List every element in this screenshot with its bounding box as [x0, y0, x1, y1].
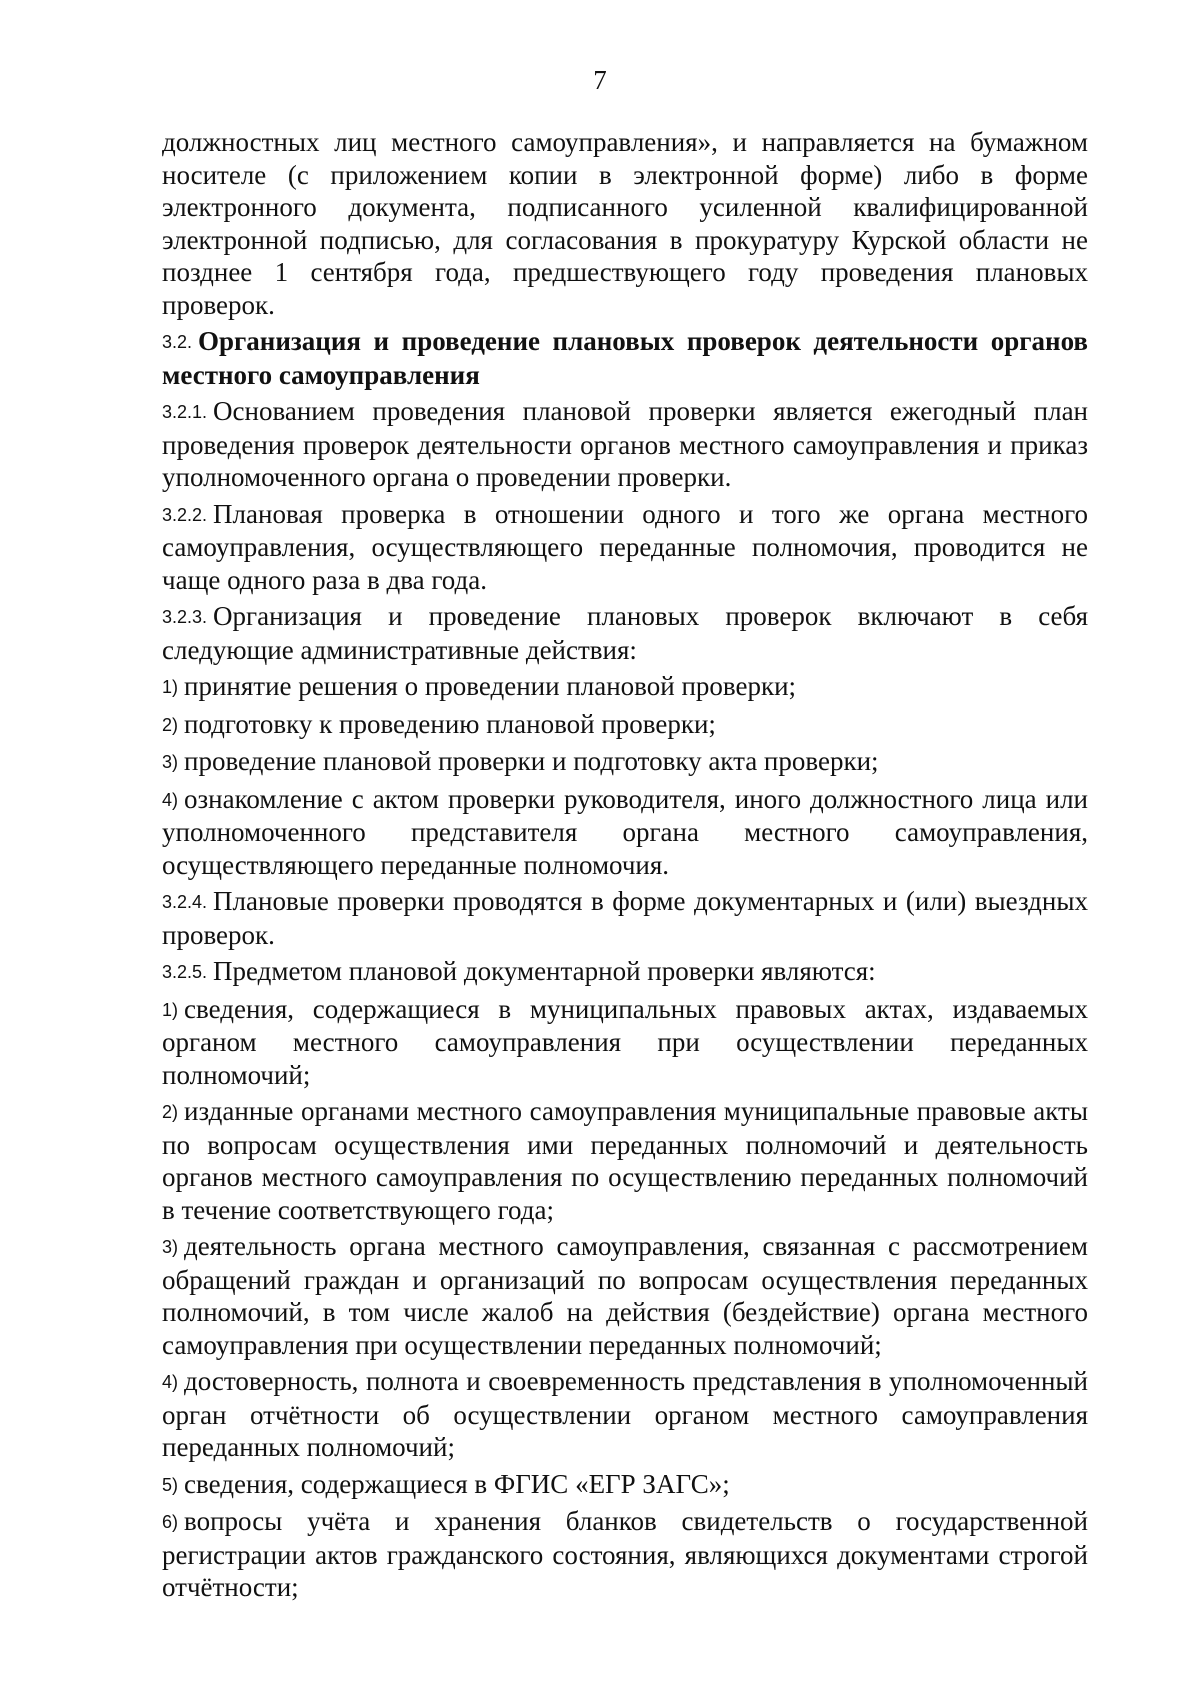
list-item-text: сведения, содержащиеся в ФГИС «ЕГР ЗАГС»;: [184, 1468, 730, 1499]
paragraph-text: должностных лиц местного самоуправления», и направляется на бумажном носителе (с приложением копии в электронной форме) либо в форме электронного документа, подписанного усиленной квалифицированной электронной подписью, для согласования в прокуратуру Курской области не позднее 1 сентября года, предшествующего году проведения плановых проверок.: [162, 127, 1088, 320]
page-number: 7: [593, 65, 607, 95]
list-item-number: 1): [162, 999, 179, 1020]
list-item: [162, 1365, 1088, 1464]
section-number: 3.2.: [162, 332, 193, 352]
list-item: [162, 1095, 1088, 1226]
list-item-text: сведения, содержащиеся в муниципальных правовых актах, издаваемых органом местного самоуправления при осуществлении переданных полномочий;: [162, 993, 1088, 1090]
list-item-number: 2): [162, 714, 179, 735]
list-item: [162, 783, 1088, 882]
clause-number: 3.2.3.: [162, 607, 208, 627]
list-item-number: 2): [162, 1102, 179, 1122]
clause-number: 3.2.5.: [162, 962, 208, 982]
list-item: [162, 1505, 1088, 1604]
clause-3-2-1: [162, 395, 1088, 494]
clause-3-2-4: [162, 885, 1088, 951]
clause-3-2-2: [162, 498, 1088, 597]
list-item: [162, 1468, 1088, 1502]
list-item-text: вопросы учёта и хранения бланков свидетельств о государственной регистрации актов гражданского состояния, являющихся документами строгой отчётности;: [162, 1506, 1088, 1602]
section-heading-text: Организация и проведение плановых проверок деятельности органов местного самоуправления: [162, 326, 1088, 390]
list-item: [162, 670, 1088, 704]
list-item-number: 4): [162, 1372, 179, 1392]
list-item-text: изданные органами местного самоуправления муниципальные правовые акты по вопросам осуществления ими переданных полномочий и деятельность органов местного самоуправления по осуществлению переданных полномочий в течение соответствующего года;: [162, 1096, 1088, 1225]
list-item-number: 4): [162, 789, 179, 810]
list-item: [162, 1230, 1088, 1361]
clause-text: Основанием проведения плановой проверки является ежегодный план проведения проверок деятельности органов местного самоуправления и приказ уполномоченного органа о проведении проверки.: [162, 396, 1088, 492]
clause-number: 3.2.4.: [162, 892, 208, 912]
clause-text: Плановые проверки проводятся в форме документарных и (или) выездных проверок.: [162, 886, 1088, 950]
list-item-number: 1): [162, 677, 179, 697]
clause-3-2-3: [162, 600, 1088, 666]
list-item: [162, 993, 1088, 1092]
list-item-text: принятие решения о проведении плановой проверки;: [184, 671, 797, 701]
list-item: [162, 745, 1088, 779]
clause-3-2-5: [162, 955, 1088, 989]
clause-text: Организация и проведение плановых проверок включают в себя следующие административные действия:: [162, 601, 1088, 665]
clause-number: 3.2.2.: [162, 504, 208, 525]
list-item-number: 3): [162, 1237, 179, 1257]
list-item-text: достоверность, полнота и своевременность представления в уполномоченный орган отчётности об осуществлении органом местного самоуправления переданных полномочий;: [162, 1366, 1088, 1462]
list-item-text: подготовку к проведению плановой проверки;: [184, 708, 716, 739]
list-item-number: 6): [162, 1512, 179, 1532]
clause-number: 3.2.1.: [162, 402, 208, 422]
list-item-number: 5): [162, 1474, 179, 1495]
section-heading-3-2: [162, 325, 1088, 391]
paragraph-continuation: [162, 126, 1088, 321]
document-body: [162, 126, 1088, 1608]
list-item-text: деятельность органа местного самоуправления, связанная с рассмотрением обращений граждан и организаций по вопросам осуществления переданных полномочий, в том числе жалоб на действия (бездействие) органа местного самоуправления при осуществлении переданных полномочий;: [162, 1231, 1088, 1360]
list-item-text: проведение плановой проверки и подготовку акта проверки;: [184, 746, 879, 776]
list-item-number: 3): [162, 752, 179, 772]
list-item: [162, 708, 1088, 742]
clause-text: Плановая проверка в отношении одного и того же органа местного самоуправления, осуществляющего переданные полномочия, проводится не чаще одного раза в два года.: [162, 498, 1088, 595]
clause-text: Предметом плановой документарной проверки являются:: [213, 956, 876, 986]
list-item-text: ознакомление с актом проверки руководителя, иного должностного лица или уполномоченного представителя органа местного самоуправления, осуществляющего переданные полномочия.: [162, 783, 1088, 880]
